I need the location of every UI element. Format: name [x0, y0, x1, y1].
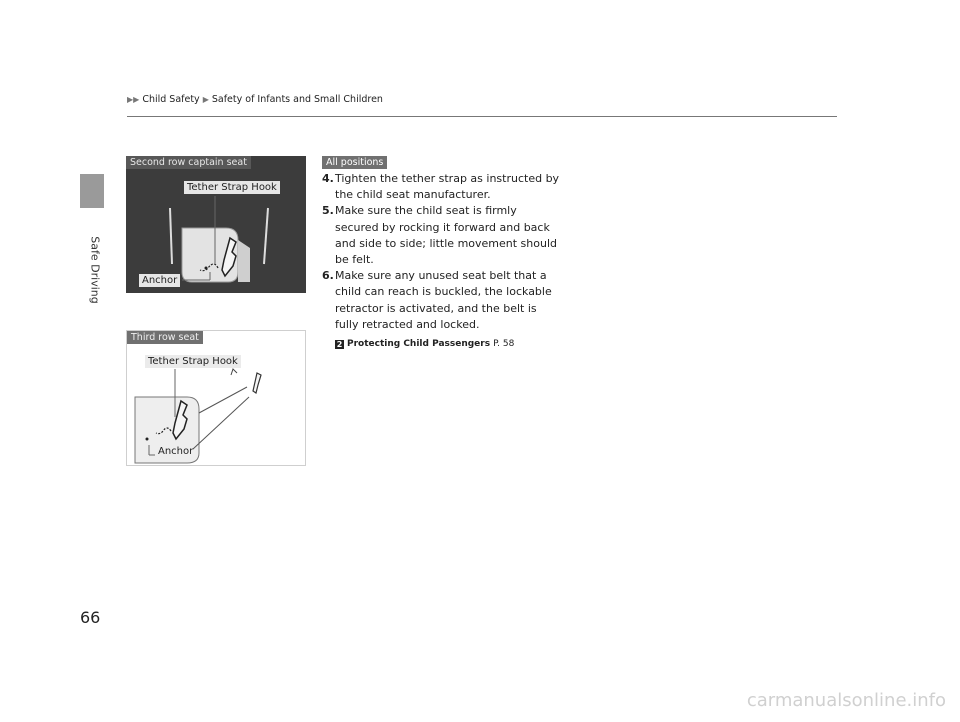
tether-strap-hook-label: Tether Strap Hook — [184, 181, 280, 194]
breadcrumb-arrow-icon: ▶▶ — [127, 95, 140, 104]
step-number: 4. — [322, 172, 334, 185]
step-number: 5. — [322, 204, 334, 218]
section-side-label: Safe Driving — [88, 236, 102, 304]
step-text: Tighten the tether strap as instructed by the child seat manufacturer. — [335, 172, 560, 202]
reference-title[interactable]: Protecting Child Passengers — [347, 339, 491, 350]
breadcrumb-item-child-safety[interactable]: Child Safety — [142, 94, 200, 105]
anchor-label: Anchor — [158, 446, 194, 457]
instruction-steps — [322, 171, 562, 352]
breadcrumb-item-safety-infants[interactable]: Safety of Infants and Small Children — [211, 94, 383, 105]
breadcrumb-arrow-icon: ▶ — [202, 95, 209, 104]
figure-second-row-captain-seat — [126, 156, 306, 293]
step-item — [322, 268, 562, 333]
figure-title: Second row captain seat — [126, 156, 251, 169]
tether-strap-hook-label: Tether Strap Hook — [145, 355, 241, 368]
anchor-label: Anchor — [139, 274, 180, 287]
step-text: Make sure any unused seat belt that a child can reach is buckled, the lockable retractor is activated, and the belt is fully retracted and locked. — [335, 269, 552, 331]
section-tab-marker — [80, 174, 104, 208]
breadcrumb — [127, 94, 383, 105]
page-number: 66 — [80, 608, 101, 627]
reference-arrow-icon: 2 — [336, 339, 343, 349]
header-divider — [127, 116, 837, 117]
cross-reference-link[interactable] — [335, 336, 562, 352]
step-number: 6. — [322, 269, 334, 283]
step-text: Make sure the child seat is firmly secured by rocking it forward and back and side to side; little movement should be felt. — [335, 204, 557, 267]
positions-badge: All positions — [322, 156, 387, 169]
third-row-seat-illustration — [127, 331, 305, 465]
figure-title: Third row seat — [127, 331, 203, 344]
reference-page[interactable]: P. 58 — [493, 339, 515, 350]
step-item — [322, 203, 562, 268]
watermark: carmanualsonline.info — [746, 690, 946, 711]
captain-seat-illustration — [126, 156, 306, 293]
step-item — [322, 171, 562, 203]
figure-third-row-seat — [126, 330, 306, 466]
